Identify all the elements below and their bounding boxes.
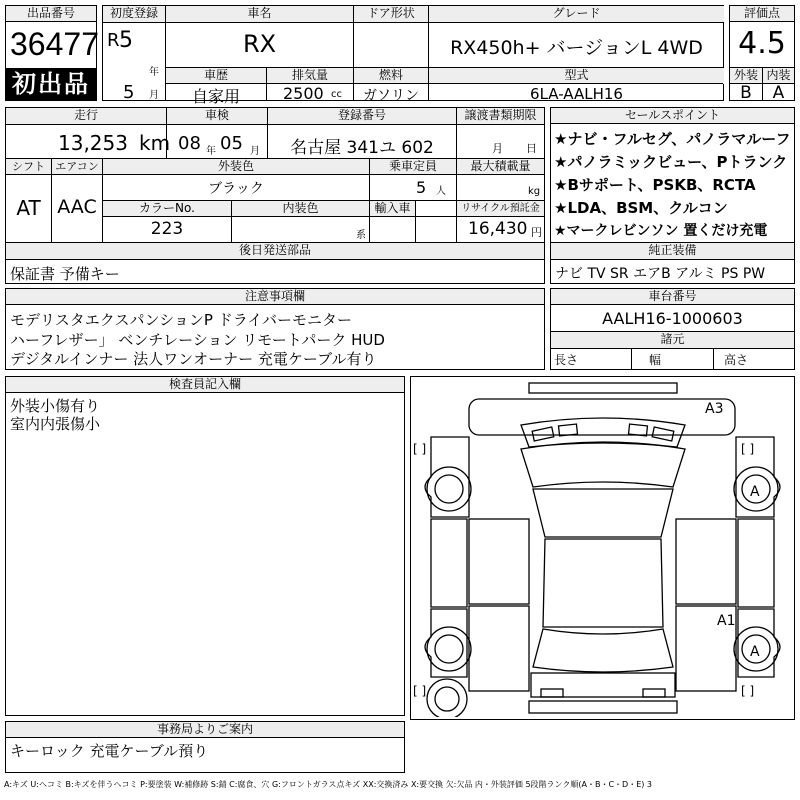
first-reg-year-unit: 年 bbox=[149, 67, 159, 78]
grille-left bbox=[559, 424, 578, 436]
dimension-length-label: 長さ bbox=[554, 353, 579, 367]
front-left-wheel-inner bbox=[435, 475, 463, 503]
chassis-box bbox=[550, 288, 795, 370]
recycle-unit: 円 bbox=[531, 226, 542, 239]
inspection-year: 08 bbox=[178, 133, 201, 154]
equipment-value: ナビ TV SR エアB アルミ PS PW bbox=[555, 266, 766, 282]
office-box bbox=[5, 721, 405, 773]
recycle-label: リサイクル預託金 bbox=[457, 201, 544, 217]
first-reg-month-unit: 月 bbox=[149, 90, 159, 101]
inspector-line: 外装小傷有り bbox=[10, 397, 101, 415]
rear-window bbox=[533, 629, 673, 672]
sales-point-line: ★マークレビンソン 置くだけ充電 bbox=[554, 223, 768, 239]
score-value: 4.5 bbox=[738, 26, 786, 61]
first-listing-badge: 初出品 bbox=[6, 68, 96, 100]
notes-line: モデリスタエクスパンションP ドライバーモニター bbox=[10, 311, 352, 329]
damage-mark: A3 bbox=[705, 401, 724, 417]
rear-left-wheel-inner bbox=[435, 635, 463, 663]
bracket-marks bbox=[413, 442, 754, 698]
legend: A:キズ U:ヘコミ B:キズを伴うヘコミ P:要塗装 W:補修跡 S:錆 C:腐食、穴 G:フロントガラス点キズ XX:交換済み X:要交換 欠:欠品 内・外装評価 5段階ランク順(A・B・C・D・E) 3 bbox=[4, 780, 653, 789]
reg-no-label: 登録番号 bbox=[268, 108, 456, 124]
notes-label: 注意事項欄 bbox=[6, 289, 544, 305]
spare-tire bbox=[417, 673, 477, 717]
details-grid bbox=[5, 107, 545, 284]
mileage-label: 走行 bbox=[6, 108, 166, 124]
fuel-label: 燃料 bbox=[354, 68, 428, 84]
headlamp-right bbox=[652, 427, 674, 441]
max-load-label: 最大積載量 bbox=[457, 159, 544, 175]
bracket-left-front: [ ] bbox=[413, 442, 427, 456]
left-rear-fender bbox=[425, 609, 467, 677]
max-load-unit: kg bbox=[528, 186, 541, 197]
shift-value: AT bbox=[16, 196, 41, 220]
inspection-month-unit: 月 bbox=[250, 146, 260, 157]
score-ext-label: 外装 bbox=[730, 68, 762, 84]
capacity-label: 乗車定員 bbox=[370, 159, 456, 175]
damage-mark: A bbox=[750, 644, 760, 660]
front-section bbox=[469, 399, 735, 435]
rear-left-wheel bbox=[427, 627, 471, 671]
car-diagram bbox=[410, 376, 795, 720]
sales-point-line: ★ナビ・フルセグ、パノラマルーフ bbox=[554, 130, 791, 148]
dimension-width-label: 幅 bbox=[649, 353, 662, 367]
main-top-grid bbox=[102, 5, 724, 106]
displacement-unit: cc bbox=[331, 89, 342, 100]
roof bbox=[543, 539, 663, 627]
score-ext-value: B bbox=[740, 83, 752, 103]
damage-mark: A bbox=[750, 484, 760, 500]
later-parts-value: 保証書 予備キー bbox=[10, 265, 120, 283]
inspector-label: 検査員記入欄 bbox=[6, 377, 404, 393]
sales-points-label: セールスポイント bbox=[551, 108, 794, 124]
right-rear-fender bbox=[738, 609, 780, 677]
chassis-label: 車台番号 bbox=[551, 289, 794, 305]
lot-box bbox=[5, 5, 97, 101]
car-name-label: 車名 bbox=[166, 6, 353, 22]
windshield bbox=[521, 442, 685, 487]
left-front-fender bbox=[425, 437, 469, 517]
rear-lamp-right bbox=[643, 689, 665, 697]
left-side-sill bbox=[431, 519, 467, 607]
equipment-label: 純正装備 bbox=[551, 243, 794, 259]
inspection-month: 05 bbox=[220, 133, 243, 154]
score-int-label: 内装 bbox=[763, 68, 794, 84]
displacement-label: 排気量 bbox=[267, 68, 353, 84]
sales-point-line: ★パノラミックビュー、Pトランク bbox=[554, 153, 788, 171]
damage-mark: A1 bbox=[717, 613, 736, 629]
lot-label: 出品番号 bbox=[6, 6, 96, 22]
front-left-wheel bbox=[427, 467, 471, 511]
bracket-right-front: [ ] bbox=[741, 442, 755, 456]
inspection-label: 車検 bbox=[167, 108, 267, 124]
shift-label: シフト bbox=[6, 159, 51, 175]
transfer-label: 譲渡書類期限 bbox=[457, 108, 544, 124]
rear-lamp-left bbox=[541, 689, 563, 697]
rear-bumper bbox=[529, 701, 677, 713]
history-value: 自家用 bbox=[191, 87, 240, 106]
int-color-label: 内装色 bbox=[232, 201, 369, 217]
sales-point-line: ★LDA、BSM、クルコン bbox=[554, 199, 728, 217]
office-value: キーロック 充電ケーブル預り bbox=[10, 742, 209, 760]
headlamp-left bbox=[532, 427, 554, 441]
inspector-box bbox=[5, 376, 405, 716]
int-color-unit: 系 bbox=[356, 230, 366, 241]
first-reg-era: R bbox=[107, 30, 120, 51]
dimension-height-label: 高さ bbox=[724, 353, 749, 367]
grade-value: RX450h+ バージョンL 4WD bbox=[450, 37, 703, 59]
chassis-value: AALH16-1000603 bbox=[602, 309, 743, 328]
mileage-value: 13,253 bbox=[58, 131, 128, 155]
inspector-line: 室内内張傷小 bbox=[10, 415, 101, 433]
notes-line: デジタルインナー 法人ワンオーナー 充電ケーブル有り bbox=[10, 350, 377, 368]
score-label: 評価点 bbox=[730, 6, 794, 22]
model-value: 6LA-AALH16 bbox=[530, 85, 623, 103]
color-no-label: カラーNo. bbox=[103, 201, 231, 217]
color-no-value: 223 bbox=[150, 219, 184, 239]
transfer-month-unit: 月 bbox=[492, 142, 503, 155]
mileage-unit: km bbox=[139, 131, 171, 155]
ext-color-label: 外装色 bbox=[103, 159, 369, 175]
history-label: 車歴 bbox=[166, 68, 266, 84]
bracket-right-rear: [ ] bbox=[741, 684, 755, 698]
capacity-value: 5 bbox=[416, 178, 427, 197]
roof-front bbox=[533, 489, 673, 537]
reg-no-value: 名古屋 341ユ 602 bbox=[290, 138, 434, 158]
aircon-value: AAC bbox=[57, 196, 97, 218]
score-int-value: A bbox=[772, 83, 785, 103]
right-front-door bbox=[676, 519, 736, 604]
displacement-value: 2500 bbox=[283, 84, 324, 103]
fuel-value: ガソリン bbox=[363, 88, 419, 104]
later-parts-label: 後日発送部品 bbox=[6, 243, 544, 259]
ext-color-value: ブラック bbox=[208, 181, 264, 197]
dimensions-label: 諸元 bbox=[551, 332, 794, 348]
grade-label: グレード bbox=[429, 6, 724, 22]
office-label: 事務局よりご案内 bbox=[6, 722, 404, 738]
aircon-label: エアコン bbox=[52, 159, 102, 175]
bracket-left-rear: [ ] bbox=[413, 684, 427, 698]
first-reg-year: 5 bbox=[119, 28, 133, 53]
car-name-value: RX bbox=[242, 30, 277, 58]
car-diagram-svg bbox=[411, 377, 794, 719]
left-rear-door bbox=[469, 606, 529, 691]
import-label: 輸入車 bbox=[370, 201, 415, 217]
trunk bbox=[531, 673, 675, 697]
notes-line: ハーフレザー」 ベンチレーション リモートパーク HUD bbox=[10, 331, 385, 349]
left-front-door bbox=[469, 519, 529, 604]
capacity-unit: 人 bbox=[436, 186, 446, 197]
transfer-day-unit: 日 bbox=[526, 142, 537, 155]
grille-right bbox=[629, 424, 648, 436]
right-side-sill bbox=[738, 519, 774, 607]
inspection-year-unit: 年 bbox=[206, 146, 216, 157]
lot-number: 36477 bbox=[10, 26, 99, 62]
sales-point-line: ★Bサポート、PSKB、RCTA bbox=[554, 176, 756, 194]
front-bumper bbox=[529, 383, 677, 393]
notes-box bbox=[5, 288, 545, 370]
first-reg-month: 5 bbox=[123, 82, 135, 103]
score-box bbox=[729, 5, 795, 101]
first-reg-label: 初度登録 bbox=[103, 6, 165, 22]
model-label: 型式 bbox=[429, 68, 724, 84]
recycle-value: 16,430 bbox=[468, 219, 528, 239]
sales-points-box bbox=[550, 107, 795, 284]
door-label: ドア形状 bbox=[354, 6, 428, 22]
